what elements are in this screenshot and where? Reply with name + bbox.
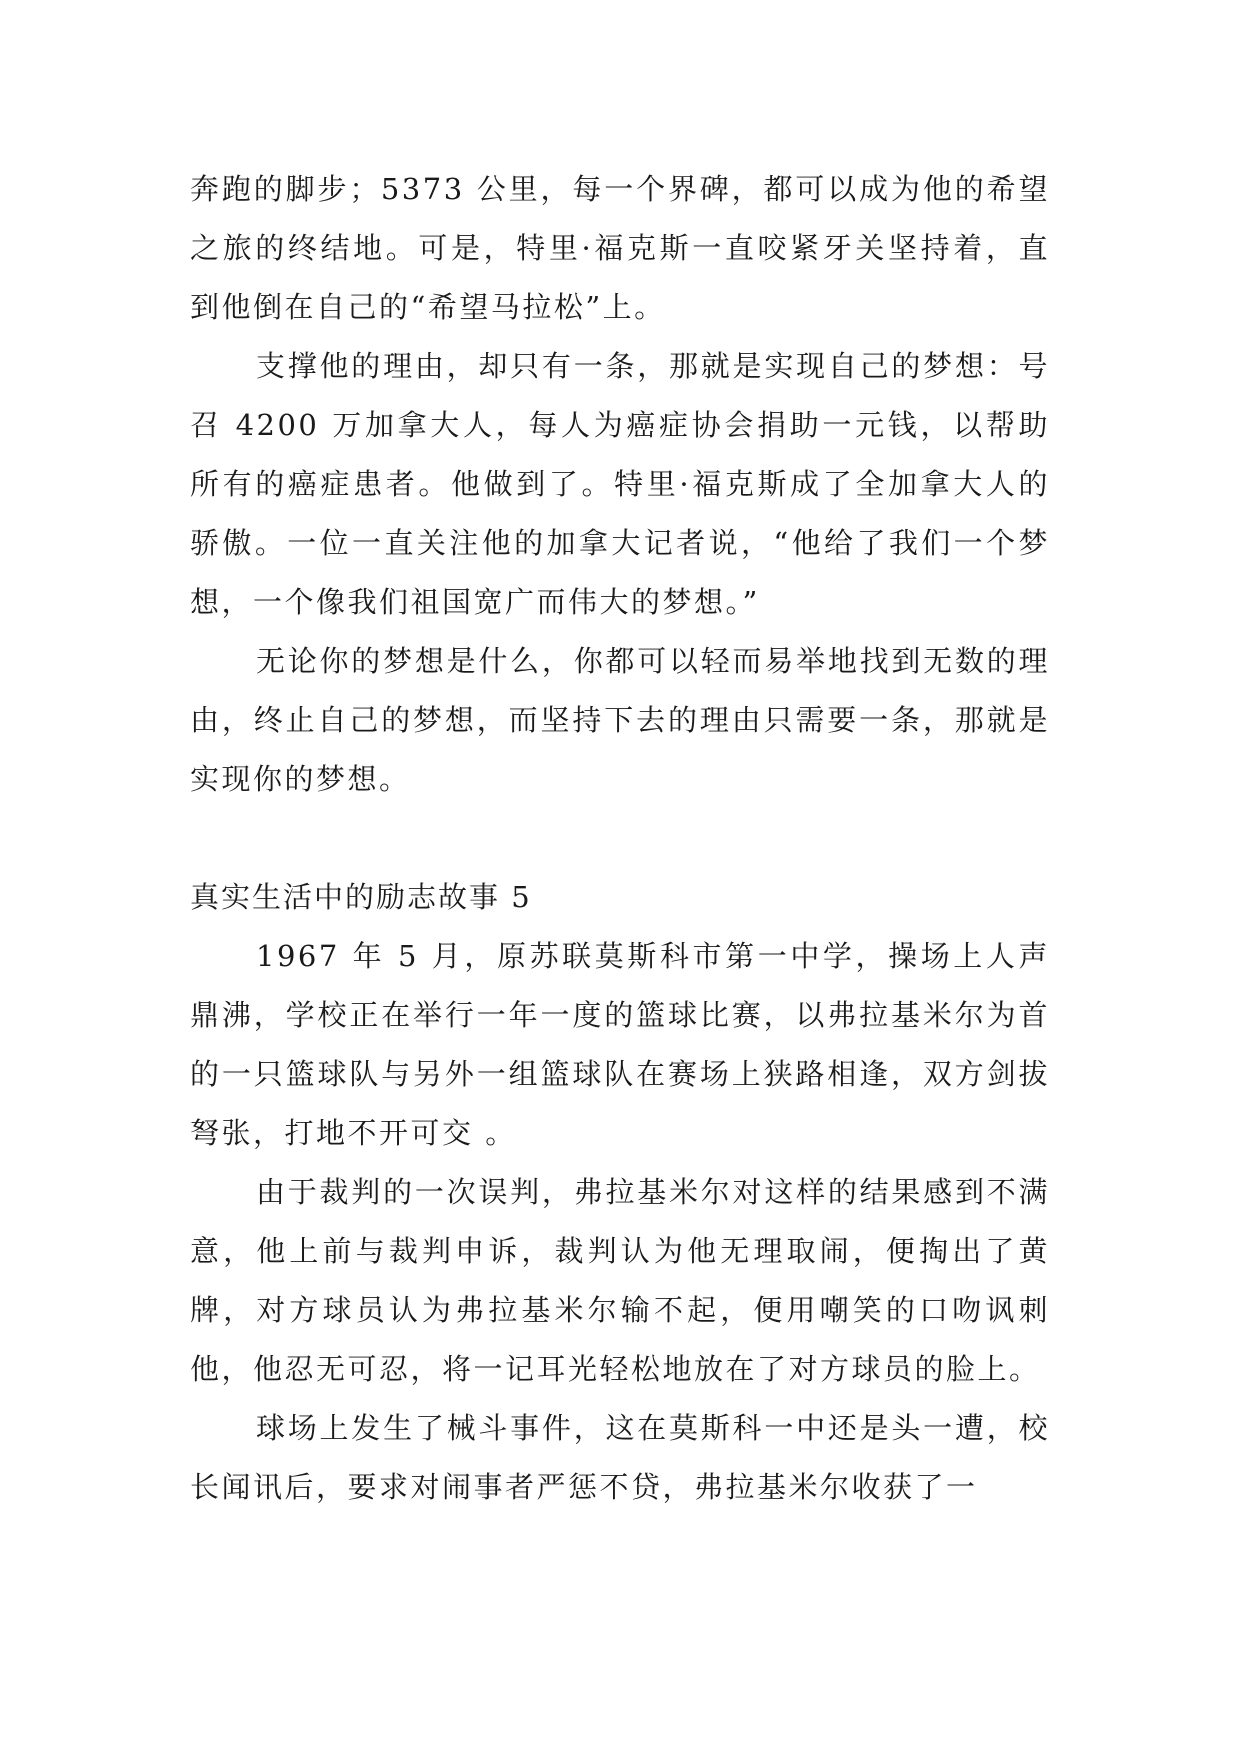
paragraph-fight-consequence: 球场上发生了械斗事件，这在莫斯科一中还是头一遭，校长闻讯后，要求对闹事者严惩不贷，弗拉基米尔收获了一	[190, 1411, 1050, 1504]
section-title: 真实生活中的励志故事 5	[190, 880, 532, 914]
paragraph-dream-reason: 支撑他的理由，却只有一条，那就是实现自己的梦想：号召 4200 万加拿大人，每人为癌症协会捐助一元钱，以帮助所有的癌症患者。他做到了。特里·福克斯成了全加拿大人的骄傲。一位一直关注他的加拿大记者说，“他给了我们一个梦想，一个像我们祖国宽广而伟大的梦想。”	[190, 349, 1050, 619]
paragraph-marathon-ending: 奔跑的脚步；5373 公里，每一个界碑，都可以成为他的希望之旅的终结地。可是，特里·福克斯一直咬紧牙关坚持着，直到他倒在自己的“希望马拉松”上。	[190, 172, 1050, 324]
document-body	[190, 160, 1050, 1517]
paragraph-dream-conclusion: 无论你的梦想是什么，你都可以轻而易举地找到无数的理由，终止自己的梦想，而坚持下去的理由只需要一条，那就是实现你的梦想。	[190, 644, 1050, 796]
paragraph-referee-dispute: 由于裁判的一次误判，弗拉基米尔对这样的结果感到不满意，他上前与裁判申诉，裁判认为他无理取闹，便掏出了黄牌，对方球员认为弗拉基米尔输不起，便用嘲笑的口吻讽刺他，他忍无可忍，将一记耳光轻松地放在了对方球员的脸上。	[190, 1175, 1050, 1386]
paragraph-basketball-match: 1967 年 5 月，原苏联莫斯科市第一中学，操场上人声鼎沸，学校正在举行一年一度的篮球比赛，以弗拉基米尔为首的一只篮球队与另外一组篮球队在赛场上狭路相逢，双方剑拔弩张，打地不开可交 。	[190, 939, 1050, 1150]
